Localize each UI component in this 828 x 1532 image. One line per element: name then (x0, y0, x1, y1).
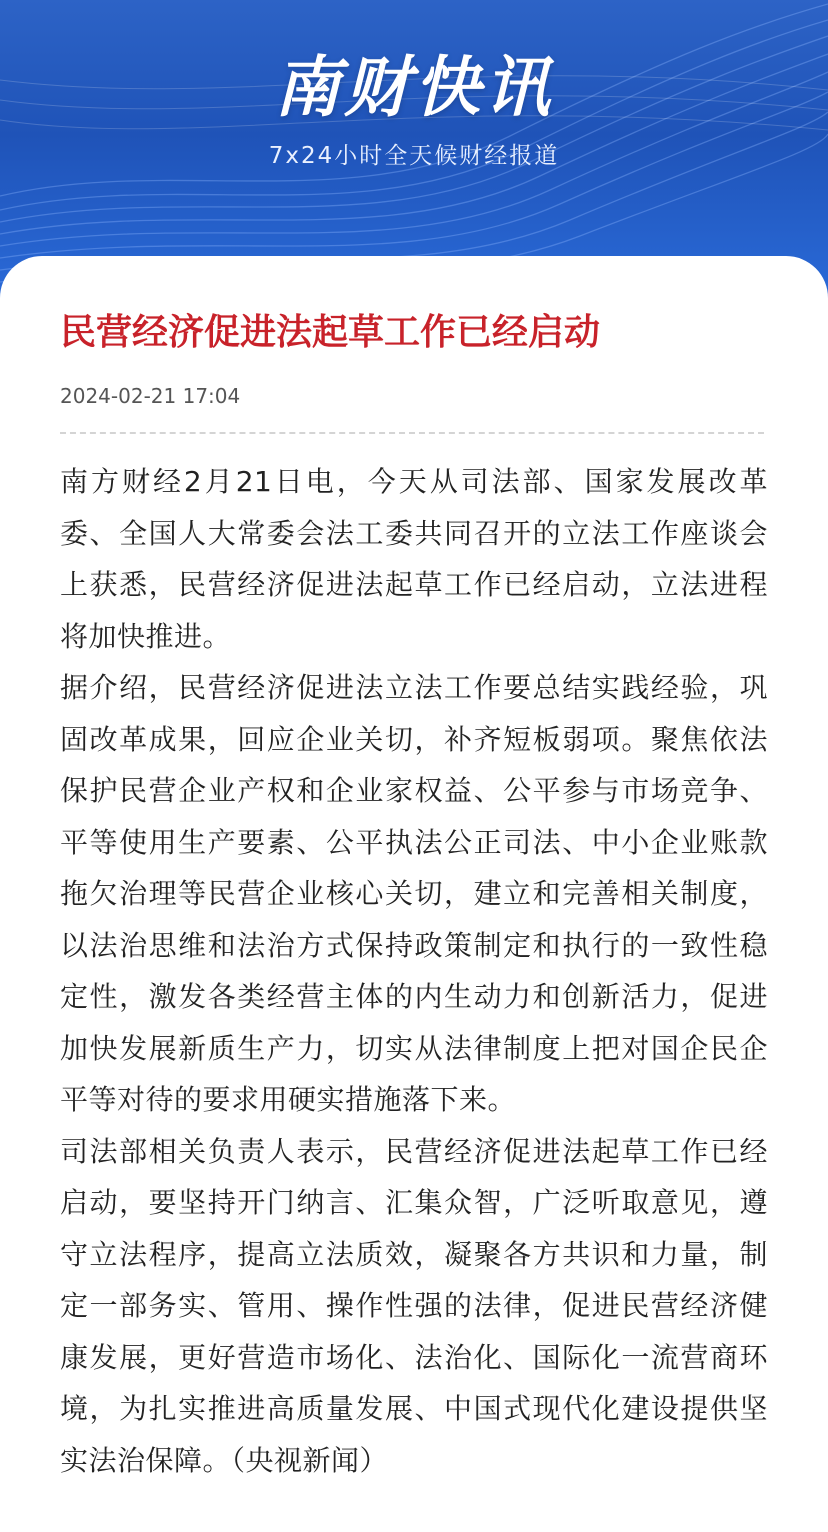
article-paragraph: 司法部相关负责人表示，民营经济促进法起草工作已经启动，要坚持开门纳言、汇集众智，广泛听取意见，遵守立法程序，提高立法质效，凝聚各方共识和力量，制定一部务实、管用、操作性强的法律，促进民营经济健康发展，更好营造市场化、法治化、国际化一流营商环境，为扎实推进高质量发展、中国式现代化建设提供坚实法治保障。（央视新闻） (60, 1134, 768, 1477)
header-banner (0, 0, 828, 300)
article-paragraph: 据介绍，民营经济促进法立法工作要总结实践经验，巩固改革成果，回应企业关切，补齐短板弱项。聚焦依法保护民营企业产权和企业家权益、公平参与市场竞争、平等使用生产要素、公平执法公正司法、中小企业账款拖欠治理等民营企业核心关切，建立和完善相关制度，以法治思维和法治方式保持政策制定和执行的一致性稳定性，激发各类经营主体的内生动力和创新活力，促进加快发展新质生产力，切实从法律制度上把对国企民企平等对待的要求用硬实措施落下来。 (60, 671, 768, 1116)
brand-tagline: 7x24小时全天候财经报道 (268, 143, 560, 169)
article-title: 民营经济促进法起草工作已经启动 (60, 312, 601, 353)
article-timestamp: 2024-02-21 17:04 (60, 384, 241, 408)
dashed-divider (60, 432, 764, 434)
article-paragraph: 南方财经2月21日电，今天从司法部、国家发展改革委、全国人大常委会法工委共同召开的立法工作座谈会上获悉，民营经济促进法起草工作已经启动，立法进程将加快推进。 (60, 465, 768, 653)
brand-logo: 南财快讯 (274, 49, 554, 126)
article-body (60, 456, 768, 1486)
